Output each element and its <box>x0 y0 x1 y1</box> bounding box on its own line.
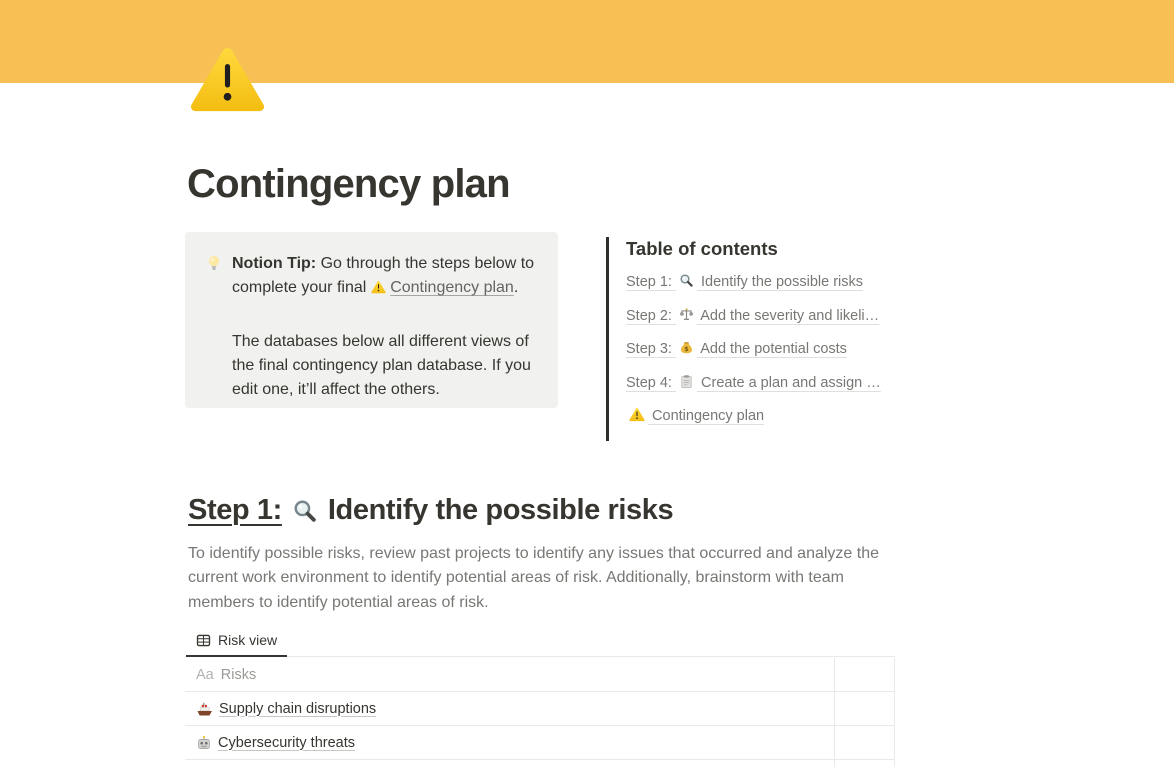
callout-paragraph-2: The databases below all different views of the final contingency plan database. If you edit one, it’ll affect the others. <box>232 333 531 398</box>
page-cover <box>0 0 1174 83</box>
notion-tip-callout <box>185 232 558 408</box>
contingency-plan-link[interactable]: Contingency plan <box>390 279 514 296</box>
magnifier-icon <box>292 498 318 524</box>
toc-title: Table of contents <box>626 238 778 259</box>
page-warning-icon[interactable] <box>189 43 266 115</box>
row-title-cell <box>185 760 835 767</box>
row-title-cell[interactable] <box>185 692 835 725</box>
toc-item-step-3[interactable]: Step 3: Add the potential costs <box>626 340 896 360</box>
row-title-cell[interactable] <box>185 726 835 759</box>
callout-paragraph-1 <box>232 252 542 302</box>
table-row-partial <box>185 760 895 767</box>
toc-item-step-2[interactable]: Step 2: Add the severity and likeli… <box>626 307 896 327</box>
step-1-heading <box>188 494 673 527</box>
warning-icon <box>371 278 386 302</box>
tab-label: Risk view <box>218 632 278 648</box>
step-1-title: Identify the possible risks <box>327 494 674 526</box>
tip-text-end: . <box>513 279 519 296</box>
toc-item-step-4[interactable]: Step 4: Create a plan and assign … <box>626 374 896 394</box>
ship-icon <box>196 701 213 717</box>
text-property-icon: Aa <box>196 666 214 683</box>
tip-text: Go through the steps below to complete your final <box>232 255 535 296</box>
empty-cell <box>835 760 895 767</box>
empty-header-cell <box>835 658 895 691</box>
tab-divider <box>185 656 895 657</box>
robot-icon <box>196 735 212 750</box>
table-row <box>185 692 895 726</box>
warning-icon <box>629 407 645 427</box>
risks-column-header[interactable] <box>185 658 835 691</box>
table-row <box>185 726 895 760</box>
empty-cell <box>835 726 895 759</box>
step-1-description: To identify possible risks, review past projects to identify any issues that occurred and analyze the current work environment to identify potential areas of risk. Additionally, brainstorm with team members to identify potential areas of risk. <box>188 545 880 611</box>
tip-label: Notion Tip: <box>232 255 317 272</box>
table-header-row <box>185 658 895 692</box>
toc-item-step-1[interactable]: Step 1: Identify the possible risks <box>626 273 896 293</box>
money-bag-icon <box>679 340 694 360</box>
tab-risk-view[interactable] <box>186 625 287 657</box>
table-view-icon <box>196 633 211 648</box>
balance-scale-icon <box>679 307 694 327</box>
toc-item-contingency-plan[interactable]: Contingency plan <box>626 407 896 427</box>
clipboard-icon <box>679 374 694 394</box>
database-view-tabs <box>185 625 895 657</box>
warning-icon <box>189 43 266 115</box>
column-name: Risks <box>220 666 257 683</box>
magnifier-icon <box>679 273 694 293</box>
callout-text <box>232 252 542 402</box>
risk-database-table <box>185 658 895 767</box>
lightbulb-icon <box>205 253 223 272</box>
row-title-link[interactable]: Cybersecurity threats <box>218 734 355 751</box>
step-1-prefix: Step 1: <box>188 494 282 526</box>
empty-cell <box>835 692 895 725</box>
page-title[interactable]: Contingency plan <box>187 162 510 206</box>
row-title-link[interactable]: Supply chain disruptions <box>219 700 377 717</box>
table-of-contents <box>606 237 896 441</box>
